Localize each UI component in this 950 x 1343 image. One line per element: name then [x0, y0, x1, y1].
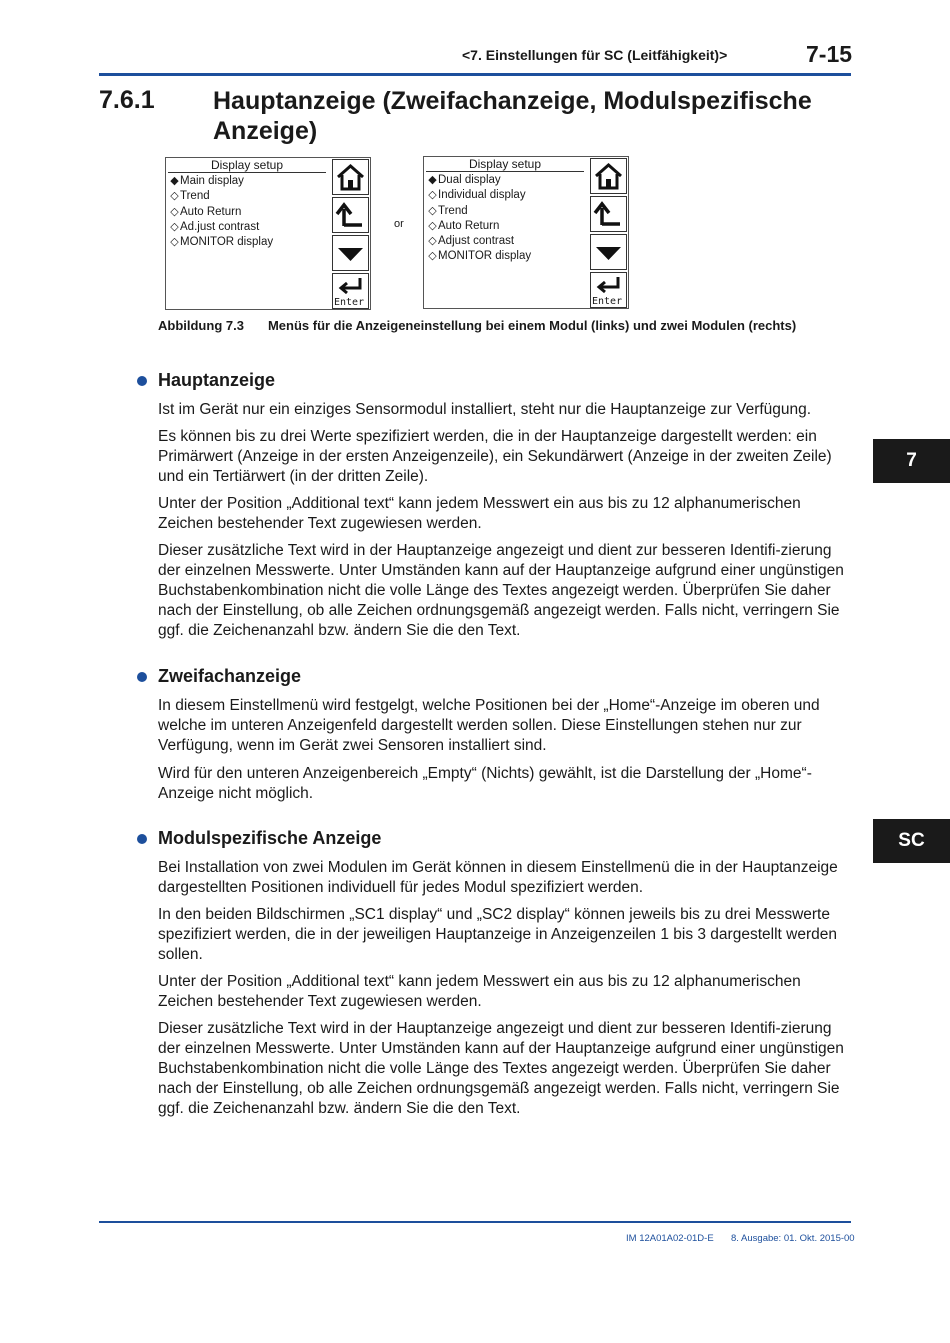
- subsection-heading: Modulspezifische Anzeige: [158, 828, 382, 848]
- screen-title: Display setup: [168, 158, 326, 173]
- diamond-icon: ◇: [170, 236, 179, 249]
- paragraph: Ist im Gerät nur ein einziges Sensormodul installiert, steht nur die Hauptanzeige zur Verfügung.: [158, 401, 812, 418]
- selected-diamond-icon: ◆: [170, 175, 179, 187]
- menu-item-label: Auto Return: [180, 205, 242, 218]
- home-icon: [333, 160, 368, 194]
- down-arrow-icon: [333, 236, 368, 270]
- edition-date: 8. Ausgabe: 01. Okt. 2015-00: [731, 1233, 855, 1244]
- menu-item[interactable]: [169, 235, 273, 250]
- paragraph: Es können bis zu drei Werte spezifiziert werden, die in der Hauptanzeige dargestellt werden: ein Primärwert (Anzeige in der ersten Anzeigenzeile), ein Sekundärwert (Anzeige in der zweiten Zeile) und ein Tertiärwert (in der dritten Zeile).: [158, 428, 832, 485]
- diamond-icon: ◇: [170, 190, 179, 203]
- back-button[interactable]: [590, 196, 627, 232]
- paragraph: In den beiden Bildschirmen „SC1 display“ und „SC2 display“ können jeweils bis zu drei Messwerte spezifiziert werden, die in der jeweiligen Hauptanzeige in Anzeigenzeilen 1 bis 3 dargestellt werden sollen.: [158, 906, 837, 963]
- menu-item-label: Auto Return: [438, 219, 500, 232]
- paragraph: In diesem Einstellmenü wird festgelgt, welche Positionen bei der „Home“-Anzeige im oberen und welche im unteren Anzeigenfeld dargestellt werden sollen. Diese Einstellungen stehen nur zur Verfügung, wenn im Gerät zwei Sensoren installiert sind.: [158, 697, 820, 754]
- menu-item[interactable]: [427, 204, 531, 219]
- figure-caption: [158, 318, 796, 333]
- menu-item[interactable]: [427, 249, 531, 264]
- paragraph: Wird für den unteren Anzeigenbereich „Empty“ (Nichts) gewählt, ist die Darstellung der „Home“-Anzeige nicht möglich.: [158, 765, 812, 802]
- menu-item-label: Individual display: [438, 189, 526, 202]
- menu-item[interactable]: [427, 219, 531, 234]
- footer-rule: [99, 1221, 851, 1223]
- diamond-icon: ◇: [170, 205, 179, 218]
- or-label: or: [394, 218, 404, 230]
- menu-list: [169, 174, 273, 250]
- bullet-icon: [137, 672, 147, 682]
- display-setup-screen-right: [423, 156, 629, 309]
- diamond-icon: ◇: [428, 204, 437, 217]
- menu-item-label: MONITOR display: [438, 250, 532, 263]
- home-icon: [591, 159, 626, 193]
- enter-label: Enter: [334, 297, 365, 308]
- paragraph: Dieser zusätzliche Text wird in der Hauptanzeige angezeigt und dient zur besseren Identifi-zierung der einzelnen Messwerte. Unter Umständen kann auf der Hauptanzeige aufgrund einer ungünstigen Buchstabenkombination nicht die volle Länge des Textes angezeigt werden. Überprüfen Sie daher nach der Einstellung, ob alle Zeichen ordnungsgemäß angezeigt werden. Falls nicht, verringern Sie ggf. die Zeichenanzahl bzw. ändern Sie die den Text.: [158, 542, 844, 639]
- diamond-icon: ◇: [170, 220, 179, 233]
- menu-item-label: Ad.just contrast: [180, 220, 260, 233]
- diamond-icon: ◇: [428, 235, 437, 248]
- paragraph: Dieser zusätzliche Text wird in der Hauptanzeige angezeigt und dient zur besseren Identifi-zierung der einzelnen Messwerte. Unter Umständen kann auf der Hauptanzeige aufgrund einer ungünstigen Buchstabenkombination nicht die volle Länge des Textes angezeigt werden. Überprüfen Sie daher nach der Einstellung, ob alle Zeichen ordnungsgemäß angezeigt werden. Falls nicht, verringern Sie ggf. die Zeichenanzahl bzw. ändern Sie die den Text.: [158, 1020, 844, 1117]
- running-header-chapter: <7. Einstellungen für SC (Leitfähigkeit)>: [462, 47, 728, 63]
- display-setup-screen-left: [165, 157, 371, 310]
- back-button[interactable]: [332, 197, 369, 233]
- menu-item[interactable]: [169, 189, 273, 204]
- document-number: IM 12A01A02-01D-E: [626, 1233, 714, 1244]
- paragraph: Bei Installation von zwei Modulen im Gerät können in diesem Einstellmenü die in der Hauptanzeige dargestellten Positionen individuell für jedes Modul spezifiziert werden.: [158, 859, 838, 896]
- bullet-icon: [137, 834, 147, 844]
- caption-number: Abbildung 7.3: [158, 318, 244, 333]
- section-number: 7.6.1: [99, 86, 155, 114]
- chapter-tab: 7: [873, 439, 950, 483]
- down-button[interactable]: [590, 234, 627, 270]
- menu-list: [427, 173, 531, 265]
- menu-item[interactable]: [169, 174, 273, 189]
- menu-item[interactable]: [427, 234, 531, 249]
- paragraph: Unter der Position „Additional text“ kann jedem Messwert ein aus bis zu 12 alphanumerischen Zeichen bestehender Text zugewiesen werden.: [158, 495, 801, 532]
- menu-item[interactable]: [427, 173, 531, 188]
- back-icon: [333, 198, 368, 232]
- module-tab: SC: [873, 819, 950, 863]
- enter-label: Enter: [592, 296, 623, 307]
- diamond-icon: ◇: [428, 189, 437, 202]
- selected-diamond-icon: ◆: [428, 174, 437, 186]
- enter-button[interactable]: [332, 273, 369, 309]
- home-button[interactable]: [590, 158, 627, 194]
- enter-button[interactable]: [590, 272, 627, 308]
- menu-item[interactable]: [169, 205, 273, 220]
- diamond-icon: ◇: [428, 250, 437, 263]
- menu-item-label: Trend: [438, 204, 468, 217]
- subsection-heading: Zweifachanzeige: [158, 666, 302, 686]
- down-arrow-icon: [591, 235, 626, 269]
- menu-item-label: Dual display: [438, 174, 501, 186]
- subsection-heading: Hauptanzeige: [158, 370, 276, 390]
- menu-item[interactable]: [169, 220, 273, 235]
- menu-item-label: MONITOR display: [180, 236, 274, 249]
- paragraph: Unter der Position „Additional text“ kann jedem Messwert ein aus bis zu 12 alphanumerischen Zeichen bestehender Text zugewiesen werden.: [158, 973, 801, 1010]
- diamond-icon: ◇: [428, 219, 437, 232]
- menu-item-label: Main display: [180, 175, 244, 187]
- bullet-icon: [137, 376, 147, 386]
- menu-item-label: Adjust contrast: [438, 235, 515, 248]
- home-button[interactable]: [332, 159, 369, 195]
- back-icon: [591, 197, 626, 231]
- menu-item[interactable]: [427, 188, 531, 203]
- section-title: Hauptanzeige (Zweifachanzeige, Modulspezifische Anzeige): [213, 87, 812, 145]
- down-button[interactable]: [332, 235, 369, 271]
- caption-text: Menüs für die Anzeigeneinstellung bei einem Modul (links) und zwei Modulen (rechts): [267, 318, 797, 333]
- screen-title: Display setup: [426, 157, 584, 172]
- page-number: 7-15: [806, 41, 853, 67]
- menu-item-label: Trend: [180, 190, 210, 203]
- header-rule: [99, 73, 851, 76]
